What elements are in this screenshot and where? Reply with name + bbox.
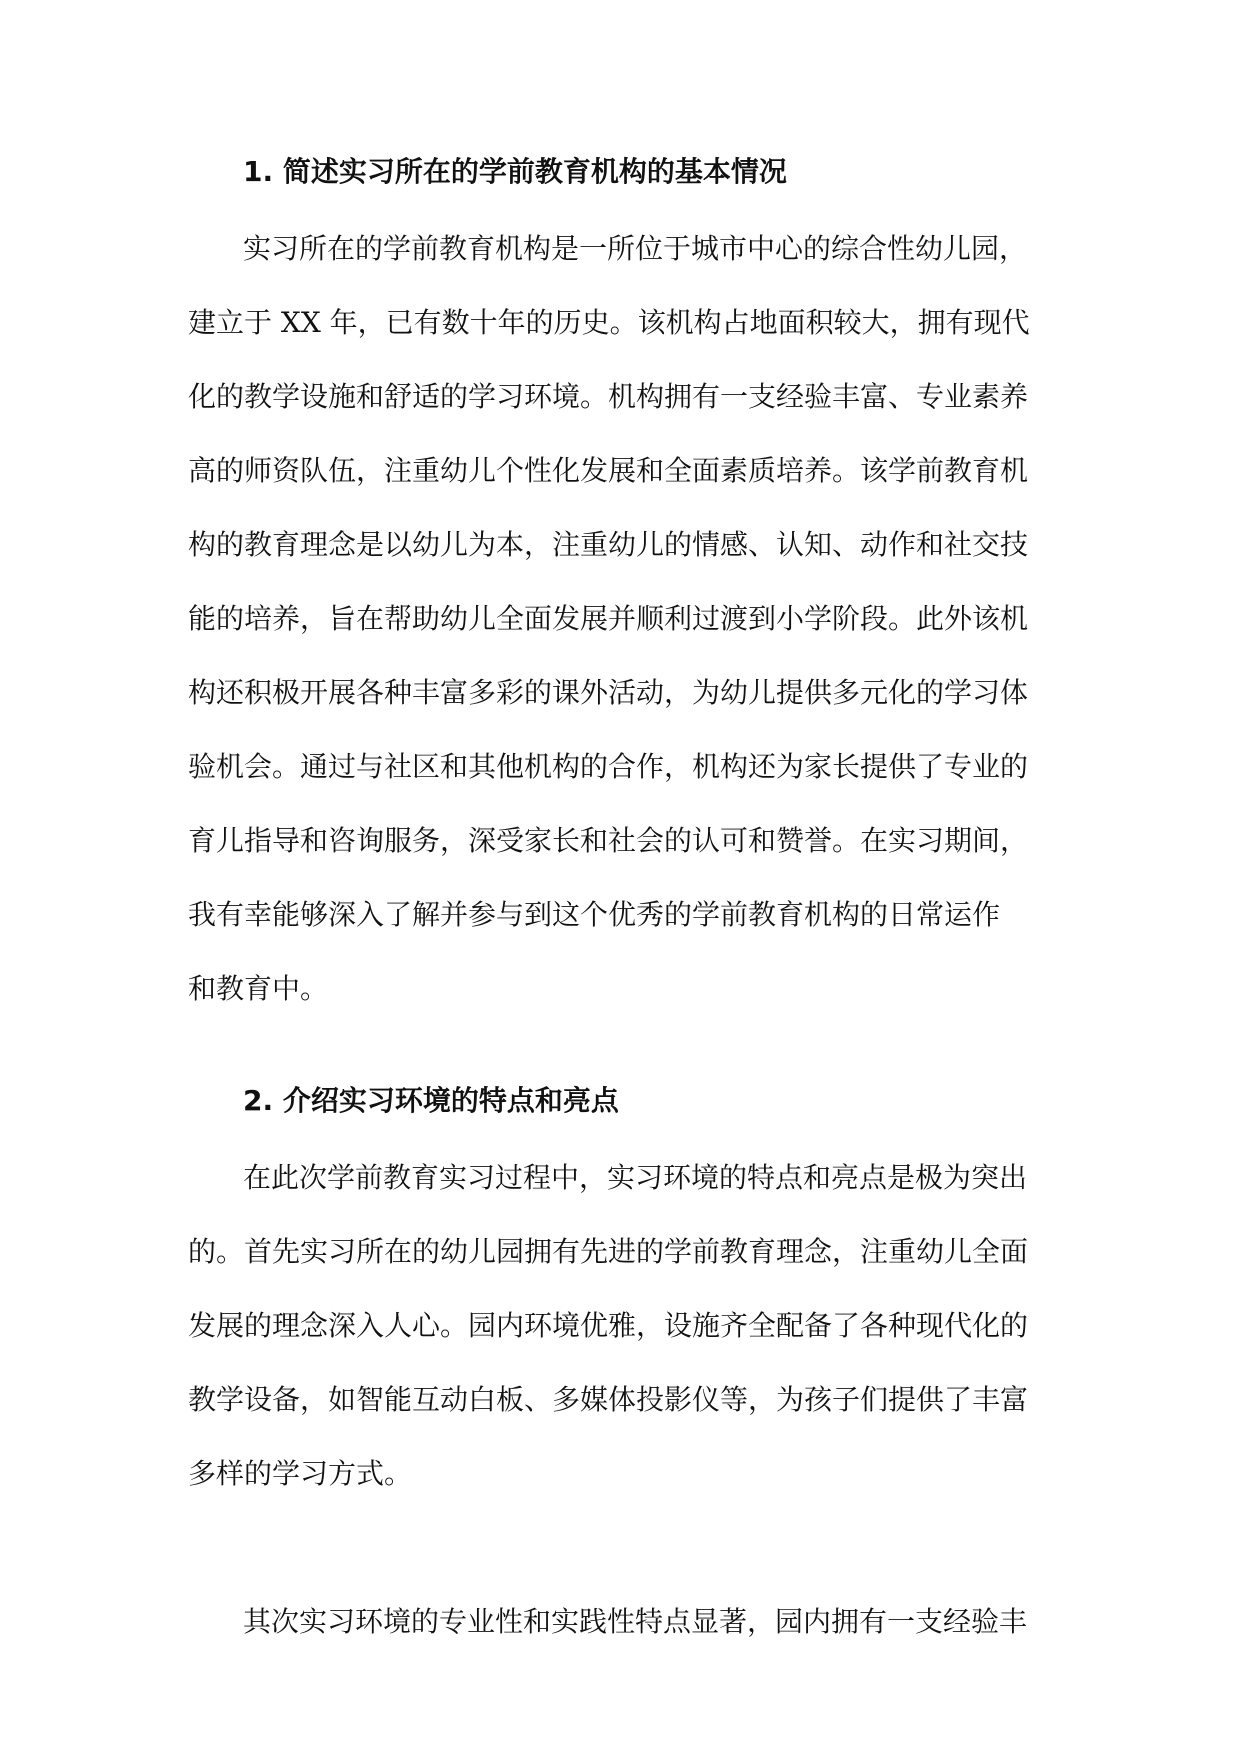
text-line: 化的教学设施和舒适的学习环境。机构拥有一支经验丰富、专业素养 xyxy=(188,380,1029,413)
section-2-paragraph-1 xyxy=(188,1141,1028,1511)
text-line: 在此次学前教育实习过程中，实习环境的特点和亮点是极为突出 xyxy=(243,1161,1028,1194)
text-line: 其次实习环境的专业性和实践性特点显著，园内拥有一支经验丰 xyxy=(243,1605,1028,1638)
text-line: 构还积极开展各种丰富多彩的课外活动，为幼儿提供多元化的学习体 xyxy=(188,676,1029,709)
text-line: 和教育中。 xyxy=(188,972,329,1005)
text-line: 高的师资队伍，注重幼儿个性化发展和全面素质培养。该学前教育机 xyxy=(188,454,1029,487)
text-line: 建立于 XX 年，已有数十年的历史。该机构占地面积较大，拥有现代 xyxy=(188,306,1030,339)
text-line: 能的培养，旨在帮助幼儿全面发展并顺利过渡到小学阶段。此外该机 xyxy=(188,602,1029,635)
text-line: 育儿指导和咨询服务，深受家长和社会的认可和赞誉。在实习期间， xyxy=(188,824,1029,857)
section-1-paragraph-1 xyxy=(188,212,1030,1026)
text-line: 的。首先实习所在的幼儿园拥有先进的学前教育理念，注重幼儿全面 xyxy=(188,1235,1029,1268)
text-line: 多样的学习方式。 xyxy=(188,1457,413,1490)
text-line: 验机会。通过与社区和其他机构的合作，机构还为家长提供了专业的 xyxy=(188,750,1029,783)
section-heading-1: 1. 简述实习所在的学前教育机构的基本情况 xyxy=(243,155,787,188)
text-line: 教学设备，如智能互动白板、多媒体投影仪等，为孩子们提供了丰富 xyxy=(188,1383,1029,1416)
section-heading-2: 2. 介绍实习环境的特点和亮点 xyxy=(243,1084,619,1117)
section-2-paragraph-2 xyxy=(188,1585,1027,1659)
text-line: 我有幸能够深入了解并参与到这个优秀的学前教育机构的日常运作 xyxy=(188,898,1001,931)
text-line: 构的教育理念是以幼儿为本，注重幼儿的情感、认知、动作和社交技 xyxy=(188,528,1029,561)
text-line: 实习所在的学前教育机构是一所位于城市中心的综合性幼儿园， xyxy=(243,232,1028,265)
text-line: 发展的理念深入人心。园内环境优雅，设施齐全配备了各种现代化的 xyxy=(188,1309,1029,1342)
